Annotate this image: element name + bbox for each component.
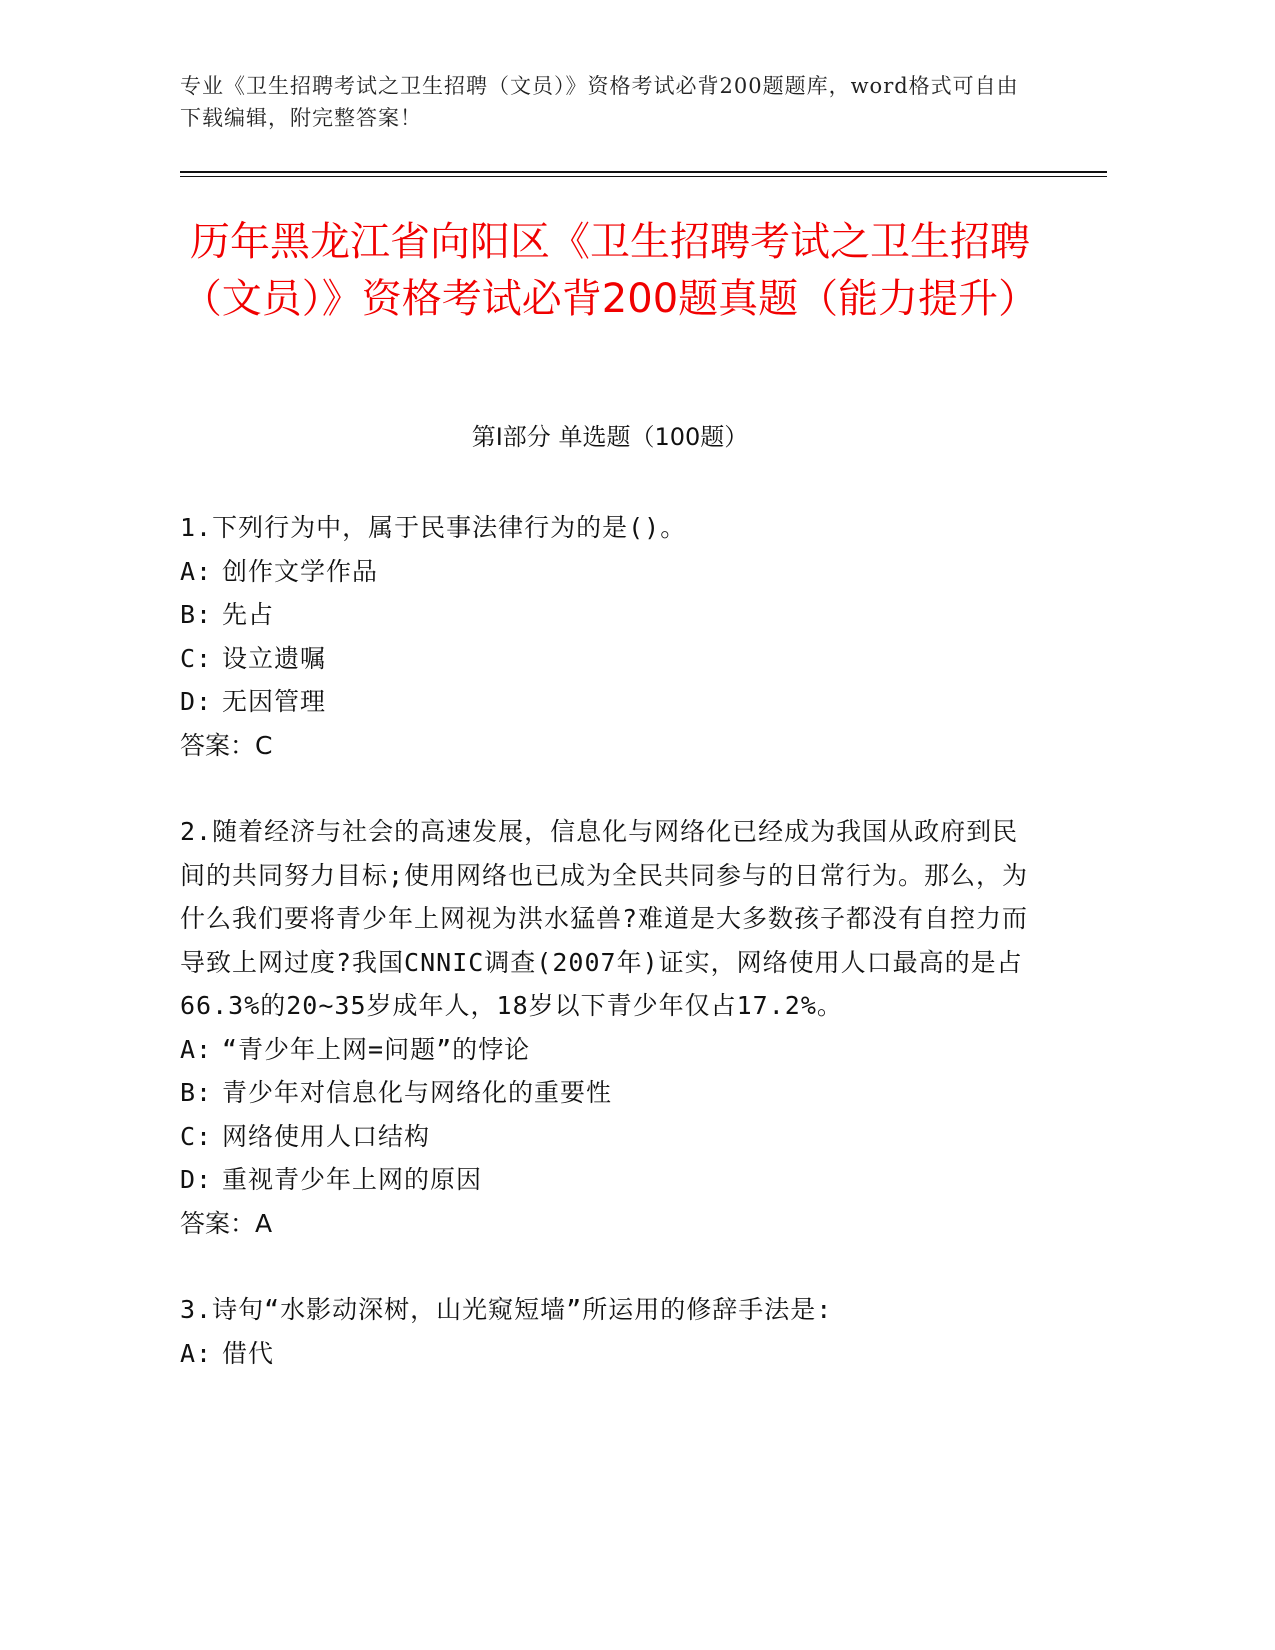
question-text: 3.诗句“水影动深树，山光窥短墙”所运用的修辞手法是: <box>180 1295 833 1324</box>
question-1 <box>180 506 1040 767</box>
option-letter: D: <box>180 1165 213 1194</box>
option-a <box>180 550 1040 594</box>
option-b <box>180 1071 1040 1115</box>
header-divider-thin <box>180 176 1107 177</box>
question-2 <box>180 810 1040 1245</box>
option-text: 先占 <box>222 600 275 629</box>
question-text: 2.随着经济与社会的高速发展，信息化与网络化已经成为我国从政府到民间的共同努力目标;使用网络也已成为全民共同参与的日常行为。那么，为什么我们要将青少年上网视为洪水猛兽?难道是大多数孩子都没有自控力而导致上网过度?我国CNNIC调查(2007年)证实，网络使用人口最高的是占66.3%的20~35岁成年人，18岁以下青少年仅占17.2%。 <box>180 817 1029 1020</box>
option-text: 借代 <box>222 1338 275 1368</box>
option-a <box>180 1028 1040 1072</box>
option-text: 无因管理 <box>222 687 327 716</box>
section-heading: 第I部分 单选题（100题） <box>471 423 749 451</box>
option-a <box>180 1332 1040 1376</box>
option-d <box>180 1158 1040 1202</box>
option-c <box>180 1115 1040 1159</box>
option-text: 青少年对信息化与网络化的重要性 <box>222 1078 613 1107</box>
option-text: 重视青少年上网的原因 <box>222 1165 483 1194</box>
question-3 <box>180 1288 1040 1375</box>
option-letter: C: <box>180 1121 213 1151</box>
header-divider-thick <box>180 171 1107 173</box>
document-title: 历年黑龙江省向阳区《卫生招聘考试之卫生招聘（文员）》资格考试必背200题真题（能力提升） <box>181 219 1039 322</box>
option-letter: C: <box>180 643 213 673</box>
option-text: 创作文学作品 <box>222 556 379 586</box>
option-letter: A: <box>180 1034 213 1064</box>
option-text: “青少年上网=问题”的悖论 <box>222 1034 531 1064</box>
header-note: 专业《卫生招聘考试之卫生招聘（文员）》资格考试必背200题题库，word格式可自由下载编辑，附完整答案！ <box>180 74 1019 130</box>
option-letter: B: <box>180 1078 213 1107</box>
answer: 答案：A <box>180 1208 273 1238</box>
option-letter: A: <box>180 556 213 586</box>
option-letter: D: <box>180 687 213 716</box>
question-text: 1.下列行为中，属于民事法律行为的是()。 <box>180 513 687 542</box>
option-b <box>180 593 1040 637</box>
option-letter: A: <box>180 1338 213 1368</box>
option-c <box>180 637 1040 681</box>
option-d <box>180 680 1040 724</box>
answer: 答案：C <box>180 730 273 760</box>
option-text: 网络使用人口结构 <box>222 1121 431 1151</box>
question-list <box>180 506 1040 1418</box>
option-letter: B: <box>180 600 213 629</box>
option-text: 设立遗嘱 <box>222 643 327 673</box>
